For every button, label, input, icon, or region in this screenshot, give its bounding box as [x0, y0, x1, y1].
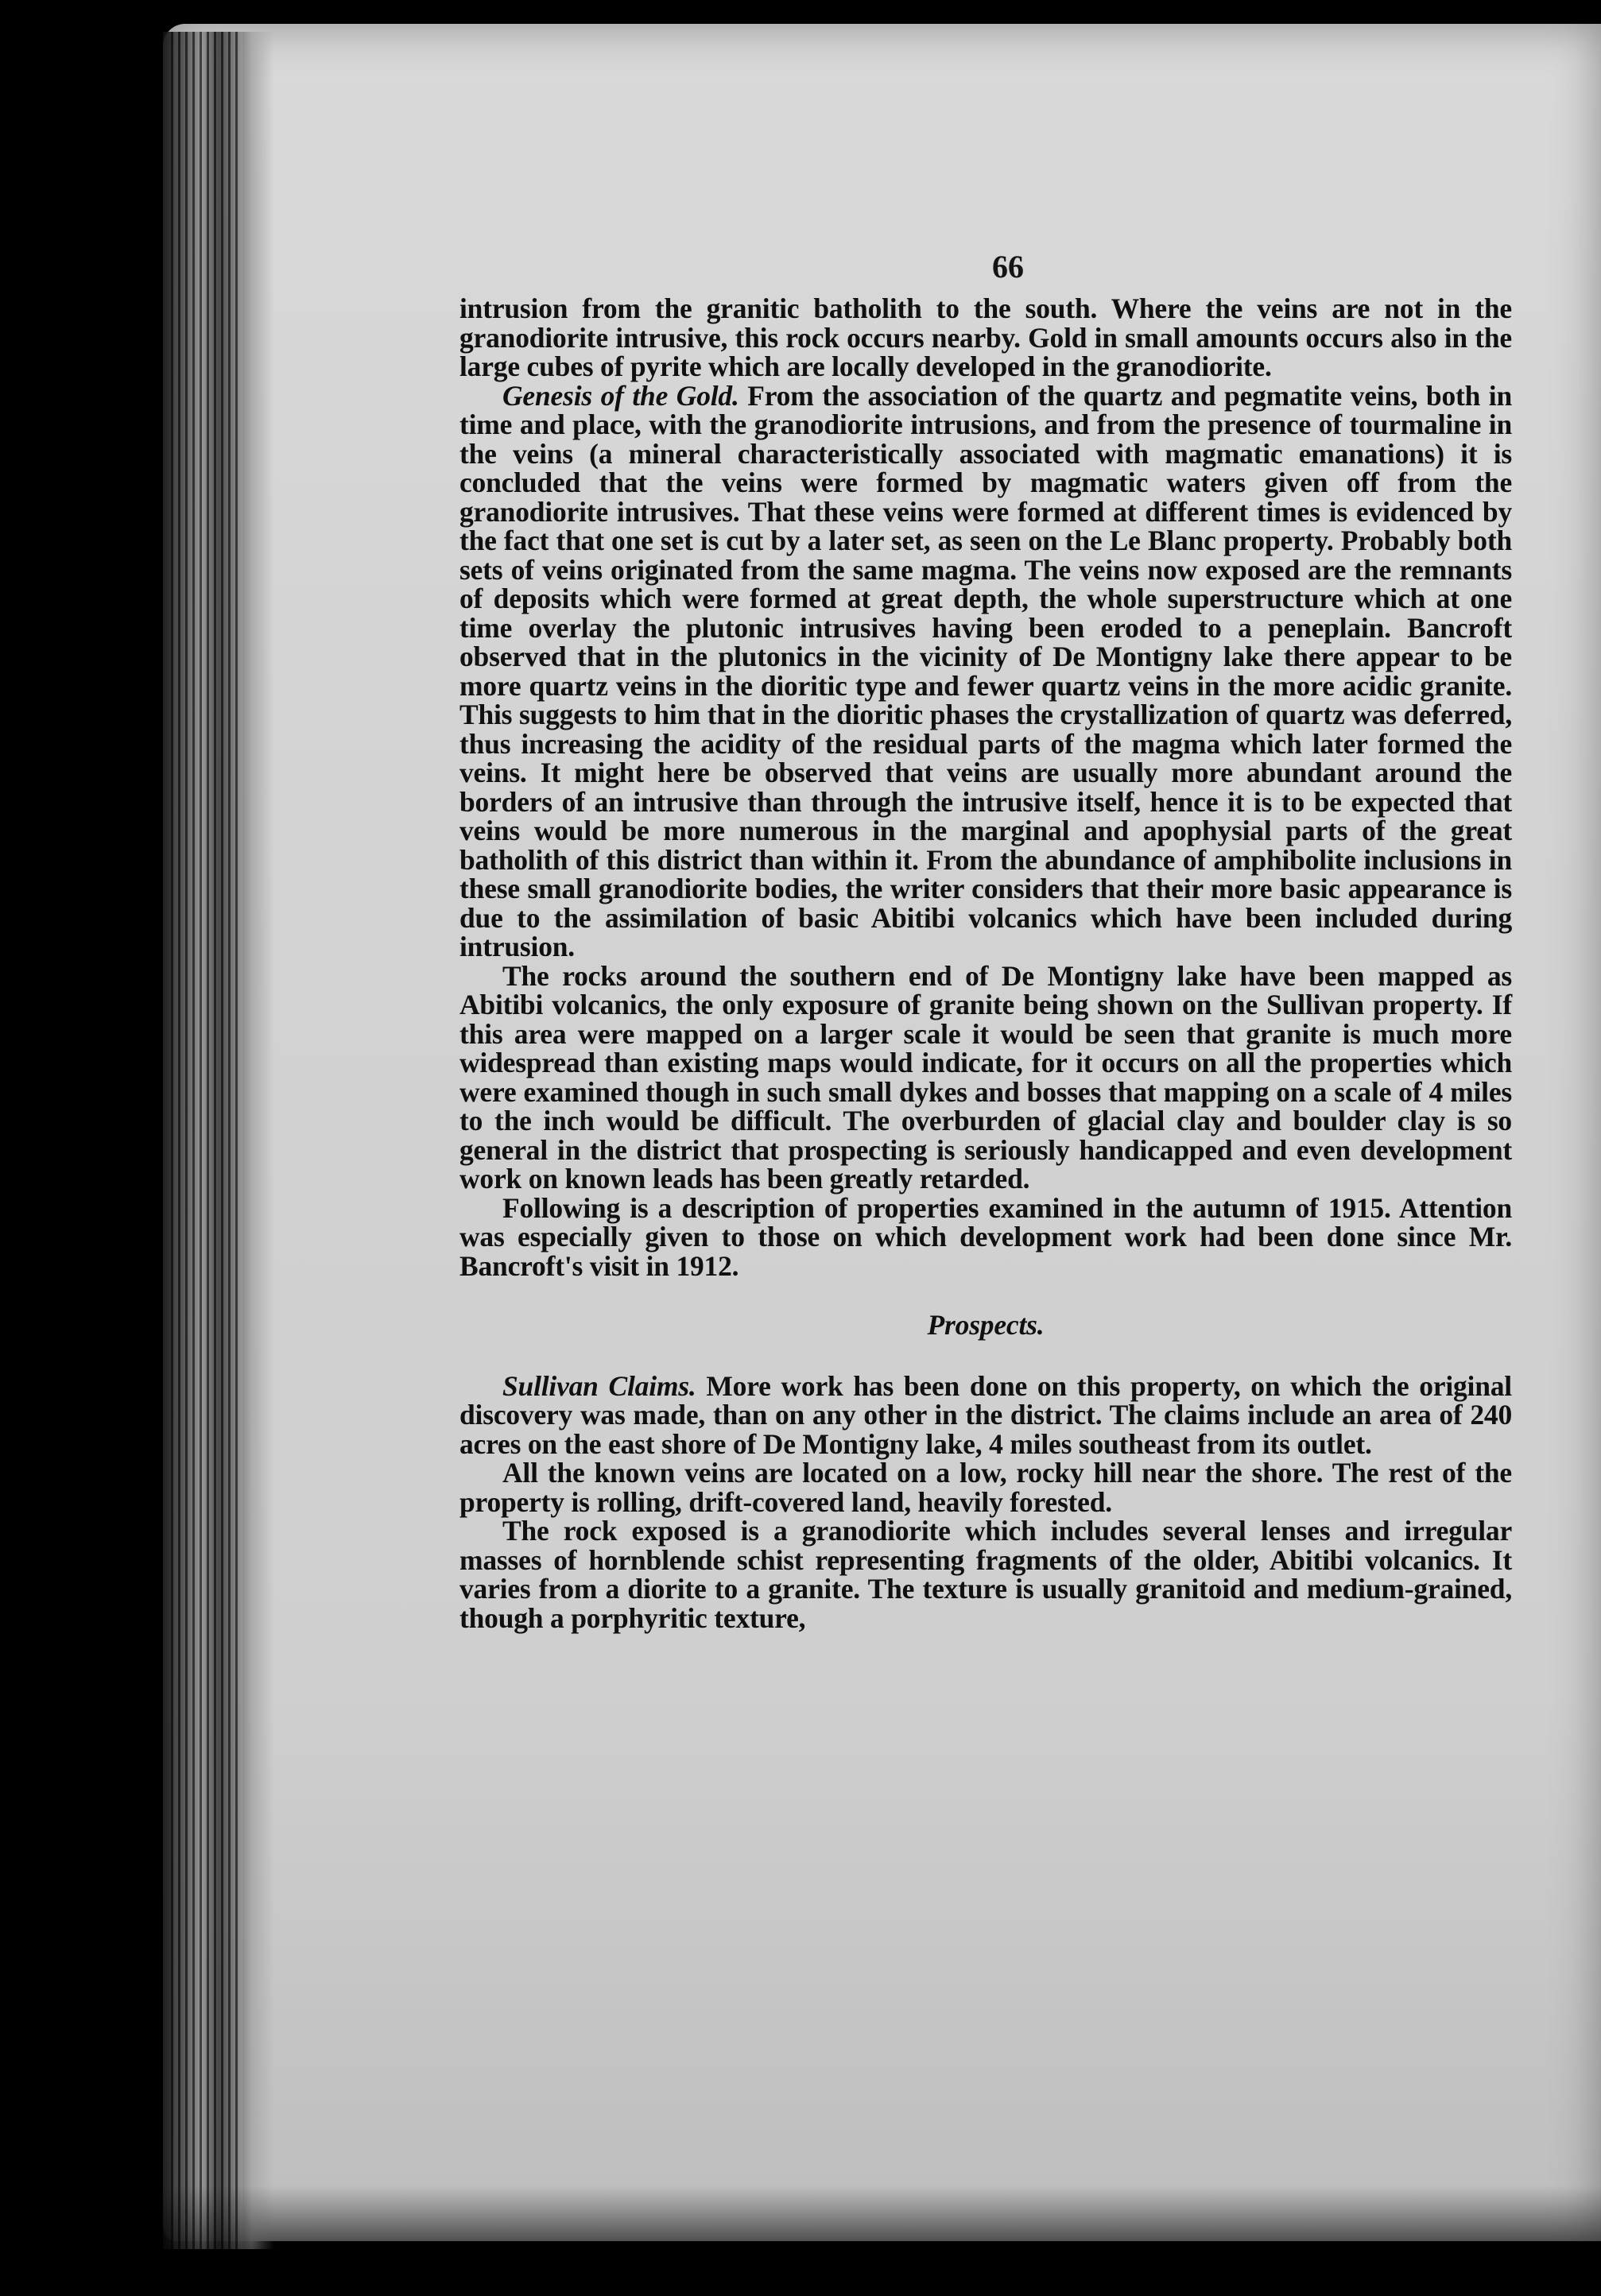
page-number: 66: [992, 249, 1024, 285]
sullivan-paragraph: [459, 1369, 1512, 1460]
genesis-paragraph: [459, 381, 1512, 962]
page-bottom-shadow: [163, 2186, 1601, 2249]
veins-paragraph: All the known veins are located on a low, rocky hill near the shore. The rest of the property is rolling, drift-covered land, heavily forested.: [459, 1457, 1512, 1518]
continuation-paragraph: intrusion from the granitic batholith to the south. Where the veins are not in the granodiorite intrusive, this rock occurs nearby. Gold in small amounts occurs also in the large cubes of pyrite which are locally developed in the granodiorite.: [459, 292, 1512, 382]
rocks-paragraph: The rocks around the southern end of De Montigny lake have been mapped as Abitibi volcanics, the only exposure of granite being shown on the Sullivan property. If this area were mapped on a larger scale it would be seen that granite is much more widespread than existing maps would indicate, for it occurs on all the properties which were examined though in such small dykes and bosses that mapping on a scale of 4 miles to the inch would be difficult. The overburden of glacial clay and boulder clay is so general in the district that prospecting is seriously handicapped and even development work on known leads has been greatly retarded.: [459, 959, 1512, 1194]
sullivan-heading: Sullivan Claims.: [502, 1369, 696, 1402]
page-edge-stack: [171, 32, 242, 2249]
sullivan-text: More work has been done on this property, on which the original discovery was made, than on any other in the district. The claims include an area of 240 acres on the east shore of De Montigny lake, 4 miles southeast from its outlet.: [459, 1369, 1512, 1460]
genesis-text: From the association of the quartz and pegmatite veins, both in time and place, with the granodiorite intrusions, and from the presence of tourmaline in the veins (a mineral characteristically associated with magmatic emanations) it is concluded that the veins were formed by magmatic waters given off from the granodiorite intrusives. That these veins were formed at different times is evidenced by the fact that one set is cut by a later set, as seen on the Le Blanc property. Probably both sets of veins originated from the same magma. The veins now exposed are the remnants of deposits which were formed at great depth, the whole superstructure which at one time overlay the plutonic intrusives having been eroded to a peneplain. Bancroft observed that in the plutonics in the vicinity of De Montigny lake there appear to be more quartz veins in the dioritic type and fewer quartz veins in the more acidic granite. This suggests to him that in the dioritic phases the crystallization of quartz was deferred, thus increasing the acidity of the residual parts of the magma which later formed the veins. It might here be observed that veins are usually more abundant around the borders of an intrusive than through the intrusive itself, hence it is to be expected that veins would be more numerous in the marginal and apophysial parts of the great batholith of this district than within it. From the abundance of amphibolite inclusions in these small granodiorite bodies, the writer considers that their more basic appearance is due to the assimilation of basic Abitibi volcanics which have been included during intrusion.: [459, 379, 1512, 962]
body-text: [459, 294, 1512, 1632]
genesis-heading: Genesis of the Gold.: [502, 379, 739, 412]
following-paragraph: Following is a description of properties examined in the autumn of 1915. Attention was especially given to those on which development work had been done since Mr. Bancroft's visit in 1912.: [459, 1191, 1512, 1282]
rock-paragraph: The rock exposed is a granodiorite which includes several lenses and irregular masses of hornblende schist representing fragments of the older, Abitibi volcanics. It varies from a diorite to a granite. The texture is usually granitoid and medium-grained, though a porphyritic texture,: [459, 1515, 1512, 1634]
section-heading-prospects: Prospects.: [927, 1309, 1045, 1341]
